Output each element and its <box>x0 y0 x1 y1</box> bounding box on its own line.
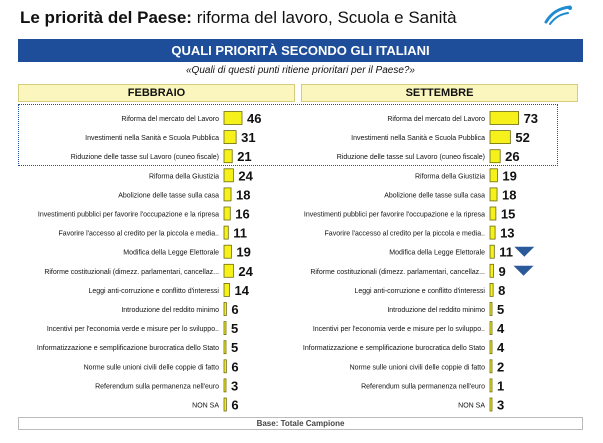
data-label: 9 <box>498 263 506 279</box>
data-label: 14 <box>234 282 249 298</box>
category-label: Riforma del mercato del Lavoro <box>387 116 485 123</box>
category-label: Riforma della Giustizia <box>148 173 219 181</box>
category-label: Favorire l'accesso al credito per la piccola e media.. <box>324 230 485 238</box>
category-label: Riduzione delle tasse sul Lavoro (cuneo fiscale) <box>70 154 219 162</box>
category-label: Leggi anti-corruzione e conflitto d'interessi <box>354 287 485 295</box>
category-label: Investimenti nella Sanità e Scuola Pubblica <box>85 135 219 143</box>
bar <box>490 226 495 239</box>
data-label: 8 <box>498 282 506 298</box>
data-label: 5 <box>231 340 239 356</box>
bar <box>490 283 493 296</box>
page-title-rest: riforma del lavoro, Scuola e Sanità <box>196 8 457 27</box>
category-label: Norme sulle unioni civili delle coppie di fatto <box>83 364 219 372</box>
category-label: Incentivi per l'economia verde e misure per lo sviluppo.. <box>46 326 219 334</box>
category-label: Modifica della Legge Elettorale <box>123 249 219 257</box>
data-label: 19 <box>502 168 517 184</box>
category-label: Riforme costituzionali (dimezz. parlamentari, cancellaz... <box>310 268 485 276</box>
data-label: 5 <box>231 321 239 337</box>
data-label: 26 <box>505 149 520 165</box>
data-label: 6 <box>231 302 239 317</box>
bar <box>224 379 226 392</box>
bar <box>490 245 494 258</box>
data-label: 5 <box>497 302 505 317</box>
data-label: 18 <box>236 187 251 203</box>
data-label: 6 <box>231 359 239 375</box>
data-label: 18 <box>502 187 517 203</box>
chart-footer: Base: Totale Campione <box>18 417 583 430</box>
category-label: Informatizzazione e semplificazione burocratica dello Stato <box>36 345 219 353</box>
bar <box>224 283 229 296</box>
data-label: 24 <box>238 263 253 279</box>
data-label: 13 <box>500 225 515 241</box>
bar <box>224 150 232 163</box>
bar <box>490 379 492 392</box>
bar <box>224 245 231 258</box>
bar <box>490 188 497 201</box>
bar <box>490 322 492 335</box>
data-label: 3 <box>497 397 505 413</box>
category-label: Incentivi per l'economia verde e misure per lo sviluppo.. <box>312 326 485 334</box>
bar <box>490 341 492 354</box>
bar <box>224 169 233 182</box>
bar <box>490 398 492 411</box>
data-label: 73 <box>523 111 539 126</box>
bar <box>224 360 226 373</box>
category-label: Riforma della Giustizia <box>414 173 485 181</box>
bar <box>224 398 226 411</box>
data-label: 2 <box>497 359 505 375</box>
arrow-down-icon <box>514 247 534 257</box>
category-label: Investimenti pubblici per favorire l'occupazione e la ripresa <box>303 211 485 219</box>
category-label: Riduzione delle tasse sul Lavoro (cuneo fiscale) <box>336 154 485 162</box>
bar <box>224 188 231 201</box>
category-label: NON SA <box>458 402 485 410</box>
data-label: 52 <box>515 130 530 146</box>
data-label: 4 <box>497 340 505 356</box>
category-label: Norme sulle unioni civili delle coppie di fatto <box>349 364 485 372</box>
category-label: Abolizione delle tasse sulla casa <box>118 192 219 200</box>
category-label: Referendum sulla permanenza nell'euro <box>361 383 485 391</box>
category-label: Riforme costituzionali (dimezz. parlamentari, cancellaz... <box>44 268 219 276</box>
category-label: Introduzione del reddito minimo <box>387 307 485 314</box>
category-label: Referendum sulla permanenza nell'euro <box>95 383 219 391</box>
category-label: Favorire l'accesso al credito per la piccola e media.. <box>58 230 219 238</box>
bar <box>224 303 226 316</box>
category-label: Investimenti nella Sanità e Scuola Pubblica <box>351 135 485 143</box>
data-label: 21 <box>237 149 252 165</box>
category-label: Abolizione delle tasse sulla casa <box>384 192 485 200</box>
column-header-settembre: SETTEMBRE <box>301 84 578 102</box>
data-label: 46 <box>247 111 262 126</box>
page-title-bold: Le priorità del Paese: <box>20 8 192 27</box>
data-label: 24 <box>238 168 253 184</box>
bar <box>224 341 226 354</box>
category-label: Modifica della Legge Elettorale <box>389 249 485 257</box>
bar <box>490 360 492 373</box>
bar <box>490 150 500 163</box>
data-label: 6 <box>231 397 239 413</box>
data-label: 16 <box>235 206 250 222</box>
column-header-febbraio: FEBBRAIO <box>18 84 295 102</box>
data-label: 3 <box>231 378 239 394</box>
bar <box>490 131 510 144</box>
data-label: 1 <box>497 378 505 394</box>
bar <box>224 112 242 125</box>
category-label: Riforma del mercato del Lavoro <box>121 116 219 123</box>
data-label: 11 <box>499 244 514 260</box>
bar <box>490 264 494 277</box>
data-label: 4 <box>497 321 505 337</box>
chart-banner: QUALI PRIORITÀ SECONDO GLI ITALIANI <box>18 39 583 62</box>
data-label: 31 <box>241 130 256 146</box>
bar <box>224 226 228 239</box>
data-label: 15 <box>500 206 516 222</box>
category-label: Introduzione del reddito minimo <box>121 307 219 314</box>
bar <box>490 112 519 125</box>
survey-question: «Quali di questi punti ritiene prioritari per il Paese?» <box>185 65 415 76</box>
category-label: Investimenti pubblici per favorire l'occupazione e la ripresa <box>37 211 219 219</box>
bar <box>224 131 236 144</box>
category-label: Informatizzazione e semplificazione burocratica dello Stato <box>302 345 485 353</box>
bar <box>224 207 230 220</box>
category-label: Leggi anti-corruzione e conflitto d'interessi <box>88 287 219 295</box>
data-label: 19 <box>236 244 251 260</box>
bar <box>490 207 496 220</box>
category-label: NON SA <box>192 402 219 410</box>
data-label: 11 <box>233 225 248 241</box>
arrow-down-icon <box>514 266 534 276</box>
bar <box>490 303 492 316</box>
bar <box>224 264 233 277</box>
bar <box>490 169 497 182</box>
bar <box>224 322 226 335</box>
